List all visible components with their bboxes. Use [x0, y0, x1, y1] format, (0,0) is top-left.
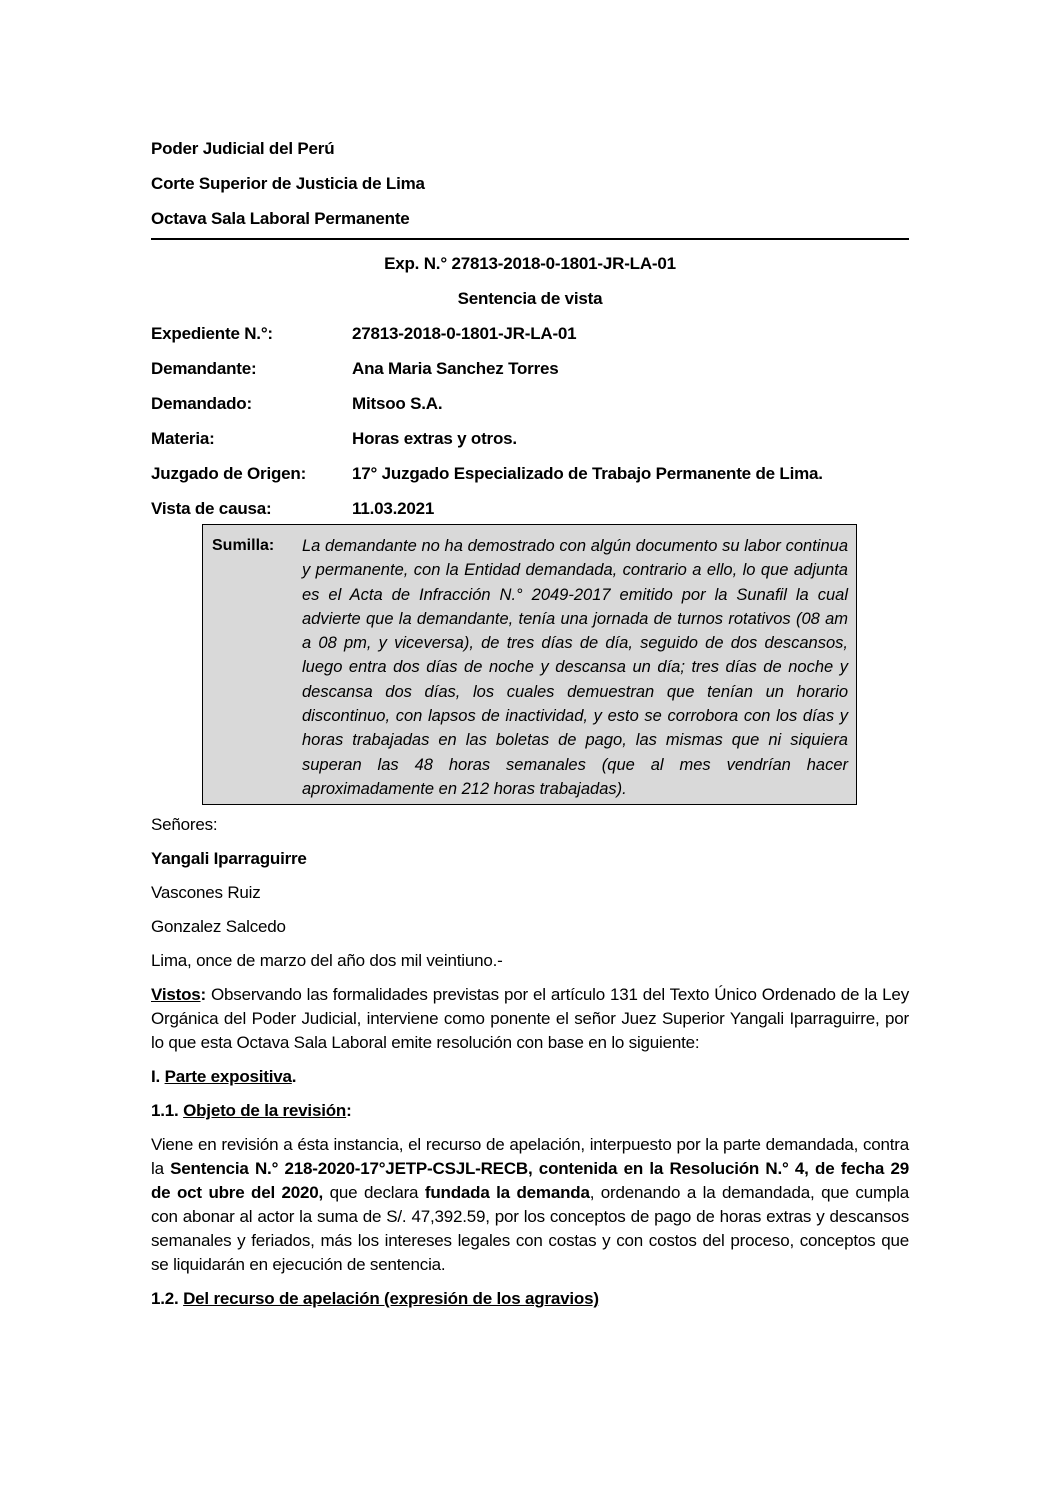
- vistos-colon: :: [200, 985, 206, 1005]
- date-line: Lima, once de marzo del año dos mil veintiuno.-: [151, 951, 503, 971]
- document-type: Sentencia de vista: [457, 289, 603, 308]
- meta-value: Ana Maria Sanchez Torres: [352, 359, 559, 378]
- meta-label: Vista de causa:: [151, 499, 272, 518]
- vistos-text: Observando las formalidades previstas por el artículo 131 del Texto Único Ordenado de la Ley Orgánica del Poder Judicial, interviene como ponente el señor Juez Superior Yangali Iparraguirre, por lo que esta Octava Sala Laboral emite resolución con base en lo siguiente:: [151, 985, 909, 1053]
- section-1-1-heading: [151, 1099, 909, 1123]
- meta-row-expediente: [151, 323, 909, 345]
- meta-value: 27813-2018-0-1801-JR-LA-01: [352, 324, 577, 343]
- meta-label: Juzgado de Origen:: [151, 464, 307, 483]
- meta-value: Horas extras y otros.: [352, 429, 517, 448]
- meta-label: Expediente N.°:: [151, 324, 273, 343]
- revision-sentence-ref: Sentencia N.° 218-2020-17°JETP-CSJL-RECB, contenida en la Resolución N.° 4, de fecha 29 de oct ubre del 2020,: [151, 1159, 909, 1203]
- meta-label: Demandado:: [151, 394, 252, 413]
- section-1-heading: [151, 1065, 909, 1089]
- section-number: 1.2.: [151, 1289, 184, 1309]
- header-divider: [151, 238, 909, 240]
- meta-value: Mitsoo S.A.: [352, 394, 443, 413]
- revision-text-3: , ordenando a la demandada, que cumpla con abonar al actor la suma de S/. 47,392.59, por los conceptos de pago de horas extras y descansos semanales y feriados, más los intereses legales con costas y con costos del proceso, conceptos que se liquidarán en ejecución de sentencia.: [151, 1183, 909, 1275]
- section-title: Del recurso de apelación (expresión de los agravios): [183, 1289, 599, 1309]
- judges-intro: Señores:: [151, 815, 218, 835]
- meta-label: Demandante:: [151, 359, 257, 378]
- meta-row-materia: [151, 428, 909, 450]
- section-number: I.: [151, 1067, 165, 1087]
- revision-text-2: que declara: [323, 1183, 425, 1203]
- judge-2: Vascones Ruiz: [151, 883, 261, 903]
- vistos-paragraph: [151, 983, 909, 1055]
- meta-value: 11.03.2021: [352, 499, 435, 518]
- document-page: [151, 138, 909, 1321]
- case-number-heading: Exp. N.° 27813-2018-0-1801-JR-LA-01: [384, 254, 676, 273]
- section-title: Parte expositiva: [164, 1067, 292, 1087]
- meta-value: 17° Juzgado Especializado de Trabajo Permanente de Lima.: [352, 464, 823, 483]
- court-name: Poder Judicial del Perú: [151, 139, 335, 158]
- sumilla-box: [202, 524, 857, 805]
- judge-3: Gonzalez Salcedo: [151, 917, 286, 937]
- revision-ruling: fundada la demanda: [424, 1183, 590, 1203]
- chamber-name: Octava Sala Laboral Permanente: [151, 209, 410, 228]
- section-1-2-heading: [151, 1287, 909, 1311]
- meta-row-juzgado: [151, 463, 909, 485]
- section-number: 1.1.: [151, 1101, 184, 1121]
- vistos-label: Vistos: [151, 985, 201, 1005]
- meta-row-vista: [151, 498, 909, 520]
- sumilla-label: Sumilla:: [212, 537, 275, 554]
- section-title: Objeto de la revisión: [183, 1101, 347, 1121]
- superior-court-name: Corte Superior de Justicia de Lima: [151, 174, 425, 193]
- meta-row-demandado: [151, 393, 909, 415]
- revision-paragraph: [151, 1133, 909, 1277]
- meta-label: Materia:: [151, 429, 215, 448]
- meta-row-demandante: [151, 358, 909, 380]
- section-end: .: [291, 1067, 297, 1087]
- section-end: :: [346, 1101, 352, 1121]
- judge-ponente: Yangali Iparraguirre: [151, 849, 307, 869]
- revision-text-1: Viene en revisión a ésta instancia, el recurso de apelación, interpuesto por la parte demandada, contra la: [151, 1135, 909, 1179]
- sumilla-text: La demandante no ha demostrado con algún documento su labor continua y permanente, con la Entidad demandada, contrario a ello, lo que adjunta es el Acta de Infracción N.° 2049-2017 emitido por la Sunafil la cual advierte que la demandante, tenía una jornada de turnos rotativos (08 am a 08 pm, y viceversa), de tres días de día, seguido de dos descansos, luego entra dos días de noche y descansa un día; tres días de noche y descansa dos días, los cuales demuestran que tenían un horario discontinuo, con lapsos de inactividad, y esto se corrobora con los días y horas trabajadas en las boletas de pago, las mismas que ni siquiera superan las 48 horas semanales (que al mes vendrían hacer aproximadamente en 212 horas trabajadas).: [302, 537, 848, 798]
